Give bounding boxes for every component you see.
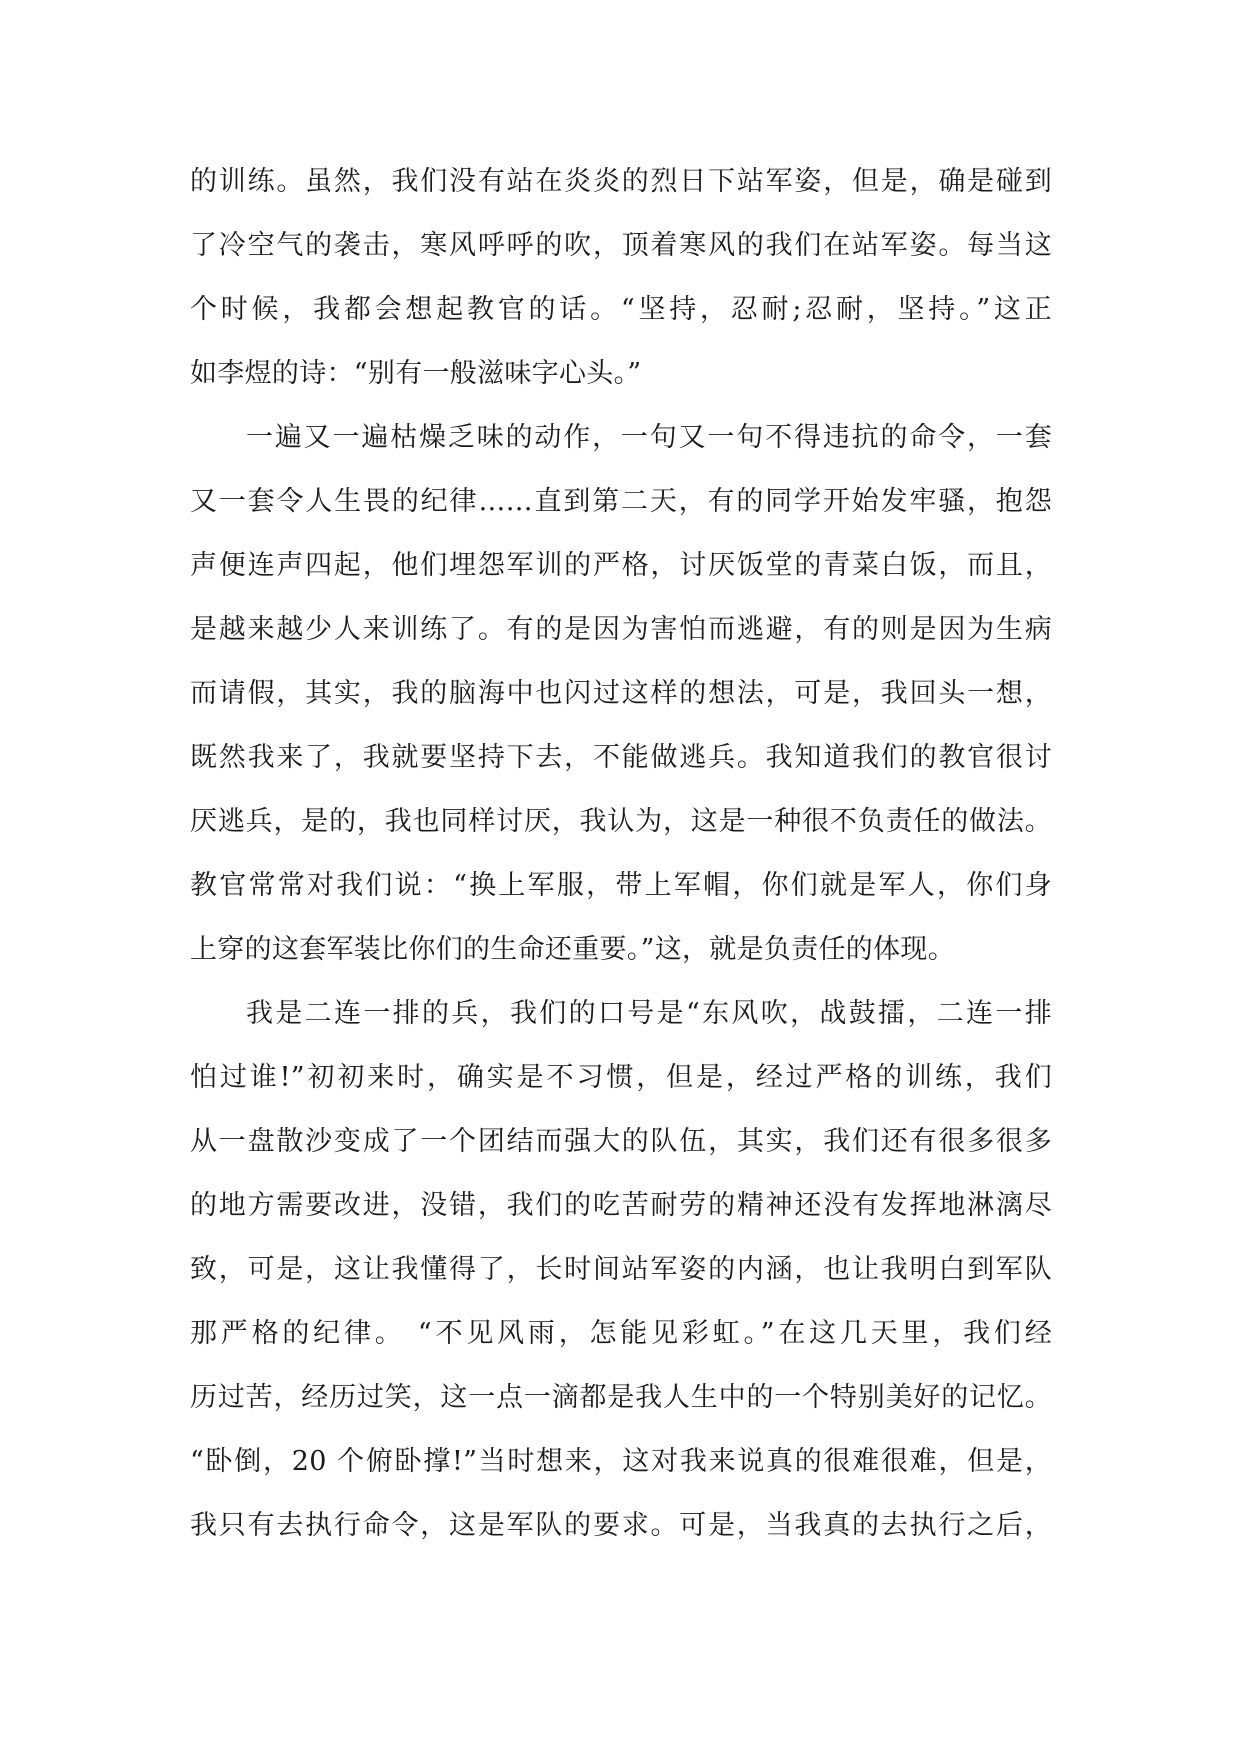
text-line: 声便连声四起，他们埋怨军训的严格，讨厌饭堂的青菜白饭，而且， — [190, 550, 1052, 581]
text-line: 而请假，其实，我的脑海中也闪过这样的想法，可是，我回头一想， — [190, 678, 1052, 709]
text-line: 那严格的纪律。 “不见风雨，怎能见彩虹。”在这几天里，我们经 — [190, 1318, 1052, 1349]
text-line: 的训练。虽然，我们没有站在炎炎的烈日下站军姿，但是，确是碰到 — [190, 166, 1052, 197]
text-line: 从一盘散沙变成了一个团结而强大的队伍，其实，我们还有很多很多 — [190, 1126, 1052, 1157]
text-line: 致，可是，这让我懂得了，长时间站军姿的内涵，也让我明白到军队 — [190, 1254, 1052, 1285]
text-line: 教官常常对我们说：“换上军服，带上军帽，你们就是军人，你们身 — [190, 870, 1052, 901]
text-line: 了冷空气的袭击，寒风呼呼的吹，顶着寒风的我们在站军姿。每当这 — [190, 230, 1052, 261]
text-line: 的地方需要改进，没错，我们的吃苦耐劳的精神还没有发挥地淋漓尽 — [190, 1190, 1052, 1221]
paragraph-3 — [190, 982, 1052, 1558]
text-line: 个时候，我都会想起教官的话。“坚持，忍耐;忍耐，坚持。”这正 — [190, 294, 1052, 325]
text-line: 厌逃兵，是的，我也同样讨厌，我认为，这是一种很不负责任的做法。 — [190, 806, 1052, 837]
text-line: 上穿的这套军装比你们的生命还重要。”这，就是负责任的体现。 — [190, 934, 956, 965]
text-line: 一遍又一遍枯燥乏味的动作，一句又一句不得违抗的命令，一套 — [246, 422, 1052, 453]
text-line: 是越来越少人来训练了。有的是因为害怕而逃避，有的则是因为生病 — [190, 614, 1052, 645]
text-line: 历过苦，经历过笑，这一点一滴都是我人生中的一个特别美好的记忆。 — [190, 1382, 1052, 1413]
text-line: 我只有去执行命令，这是军队的要求。可是，当我真的去执行之后， — [190, 1510, 1052, 1541]
paragraph-2 — [190, 406, 1052, 982]
paragraph-1 — [190, 150, 1052, 406]
text-line: 我是二连一排的兵，我们的口号是“东风吹，战鼓擂，二连一排 — [246, 998, 1052, 1029]
text-line: 既然我来了，我就要坚持下去，不能做逃兵。我知道我们的教官很讨 — [190, 742, 1052, 773]
text-line: 又一套令人生畏的纪律……直到第二天，有的同学开始发牢骚，抱怨 — [190, 486, 1052, 517]
text-line: 如李煜的诗：“别有一般滋味字心头。” — [190, 358, 642, 389]
document-page — [190, 150, 1052, 1558]
text-line: 怕过谁!”初初来时，确实是不习惯，但是，经过严格的训练，我们 — [190, 1062, 1052, 1093]
text-line: “卧倒，20 个俯卧撑!”当时想来，这对我来说真的很难很难，但是， — [190, 1446, 1052, 1477]
